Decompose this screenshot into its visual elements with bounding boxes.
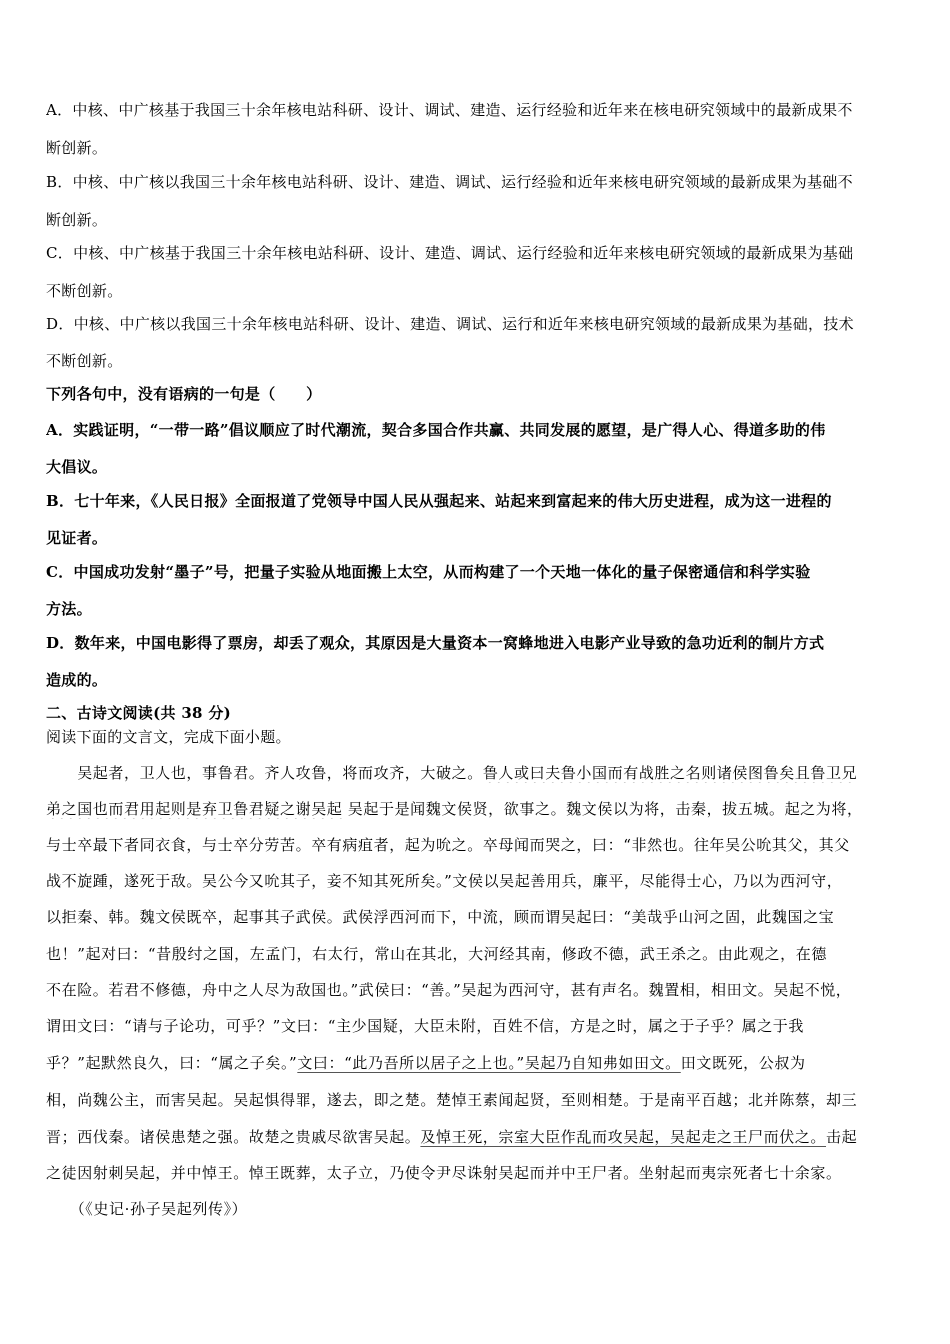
q2-option-c-line1: C．中国成功发射“墨子”号，把量子实验从地面搬上太空，从而构建了一个天地一体化的量子保密通信和科学实验 [46, 563, 811, 581]
q1-option-b-line2: 断创新。 [46, 211, 108, 229]
q2-option-a-line1: A．实践证明，“一带一路”倡议顺应了时代潮流，契合多国合作共赢、共同发展的愿望，是广得人心、得道多助的伟 [46, 421, 826, 439]
passage-text: 击起 [826, 1128, 858, 1146]
passage-line-12: 之徒因射刺吴起，并中悼王。悼王既葬，太子立，乃使令尹尽诛射吴起而并中王尸者。坐射起而夷宗死者七十余家。 [46, 1164, 842, 1182]
q1-option-d-line1: D．中核、中广核以我国三十余年核电站科研、设计、建造、调试、运行和近年来核电研究领域的最新成果为基础，技术 [46, 315, 854, 333]
q1-option-a-line2: 断创新。 [46, 139, 108, 157]
underlined-sentence-2: 文曰：“此乃吾所以居子之上也。”吴起乃自知弗如田文。 [297, 1054, 681, 1072]
passage-text: 晋；西伐秦。诸侯患楚之强。故楚之贵戚尽欲害吴起。 [46, 1128, 421, 1146]
q2-option-d-line1: D．数年来，中国电影得了票房，却丢了观众，其原因是大量资本一窝蜂地进入电影产业导致的急功近利的制片方式 [46, 634, 825, 652]
underlined-sentence-1-cont: 弟之国也而君用起则是弃卫鲁君疑之谢吴起 [46, 800, 343, 818]
passage-line-3: 与士卒最下者同衣食，与士卒分劳苦。卒有病疽者，起为吮之。卒母闻而哭之，曰：“非然也。往年吴公吮其父，其父 [46, 836, 850, 854]
passage-line-1 [46, 763, 908, 783]
passage-source: （《史记·孙子吴起列传》） [46, 1200, 248, 1218]
passage-text: 吴起于是闻魏文侯贤，欲事之。魏文侯以为将，击秦，拔五城。起之为将， [342, 800, 863, 818]
passage-text: 吴起者，卫人也，事鲁君。齐人攻鲁，将而攻齐，大破之。 [46, 764, 483, 782]
underlined-sentence-3: 及悼王死，宗室大臣作乱而攻吴起，吴起走之王尸而伏之。 [420, 1128, 827, 1146]
q2-option-a-line2: 大倡议。 [46, 458, 108, 476]
q1-option-d-line2: 不断创新。 [46, 352, 123, 370]
passage-text: 田文既死，公叔为 [680, 1054, 806, 1072]
q2-stem: 下列各句中，没有语病的一句是（ ） [46, 385, 322, 403]
q1-option-b-line1: B．中核、中广核以我国三十余年核电站科研、设计、建造、调试、运行经验和近年来核电研究领域的最新成果为基础不 [46, 173, 853, 191]
q2-option-d-line2: 造成的。 [46, 671, 108, 689]
passage-line-4: 战不旋踵，遂死于敌。吴公今又吮其子，妾不知其死所矣。”文侯以吴起善用兵，廉平，尽能得士心，乃以为西河守， [46, 872, 843, 890]
passage-line-5: 以拒秦、韩。魏文侯既卒，起事其子武侯。武侯浮西河而下，中流，顾而谓吴起曰：“美哉乎山河之固，此魏国之宝 [46, 908, 835, 926]
passage-line-8: 谓田文曰：“请与子论功，可乎？”文曰：“主少国疑，大臣未附，百姓不信，方是之时，属之于子乎？属之于我 [46, 1017, 805, 1035]
q1-option-c-line1: C．中核、中广核基于我国三十余年核电站科研、设计、建造、调试、运行经验和近年来核电研究领域的最新成果为基础 [46, 244, 854, 262]
passage-text: 乎？”起默然良久，曰：“属之子矣。” [46, 1054, 298, 1072]
section-heading: 二、古诗文阅读(共 38 分) [46, 704, 232, 722]
q2-option-c-line2: 方法。 [46, 600, 92, 618]
passage-line-2 [46, 799, 908, 819]
q1-option-c-line2: 不断创新。 [46, 282, 123, 300]
q2-option-b-line1: B．七十年来，《人民日报》全面报道了党领导中国人民从强起来、站起来到富起来的伟大历史进程，成为这一进程的 [46, 492, 832, 510]
q1-option-a-line1: A．中核、中广核基于我国三十余年核电站科研、设计、调试、建造、运行经验和近年来在核电研究领域中的最新成果不 [46, 101, 853, 119]
q2-option-b-line2: 见证者。 [46, 529, 108, 547]
passage-line-11 [46, 1127, 908, 1147]
passage-line-7: 不在险。若君不修德，舟中之人尽为敌国也。”武侯曰：“善。”吴起为西河守，甚有声名。魏置相，相田文。吴起不悦， [46, 981, 852, 999]
section-instruction: 阅读下面的文言文，完成下面小题。 [46, 728, 291, 746]
passage-line-9 [46, 1053, 908, 1073]
passage-line-10: 相，尚魏公主，而害吴起。吴起惧得罪，遂去，即之楚。楚悼王素闻起贤，至则相楚。于是南平百越；北并陈蔡，却三 [46, 1091, 858, 1109]
passage-line-6: 也！”起对曰：“昔殷纣之国，左孟门，右太行，常山在其北，大河经其南，修政不德，武王杀之。由此观之，在德 [46, 945, 827, 963]
underlined-sentence-1: 鲁人或曰夫鲁小国而有战胜之名则诸侯图鲁矣且鲁卫兄 [482, 764, 858, 782]
